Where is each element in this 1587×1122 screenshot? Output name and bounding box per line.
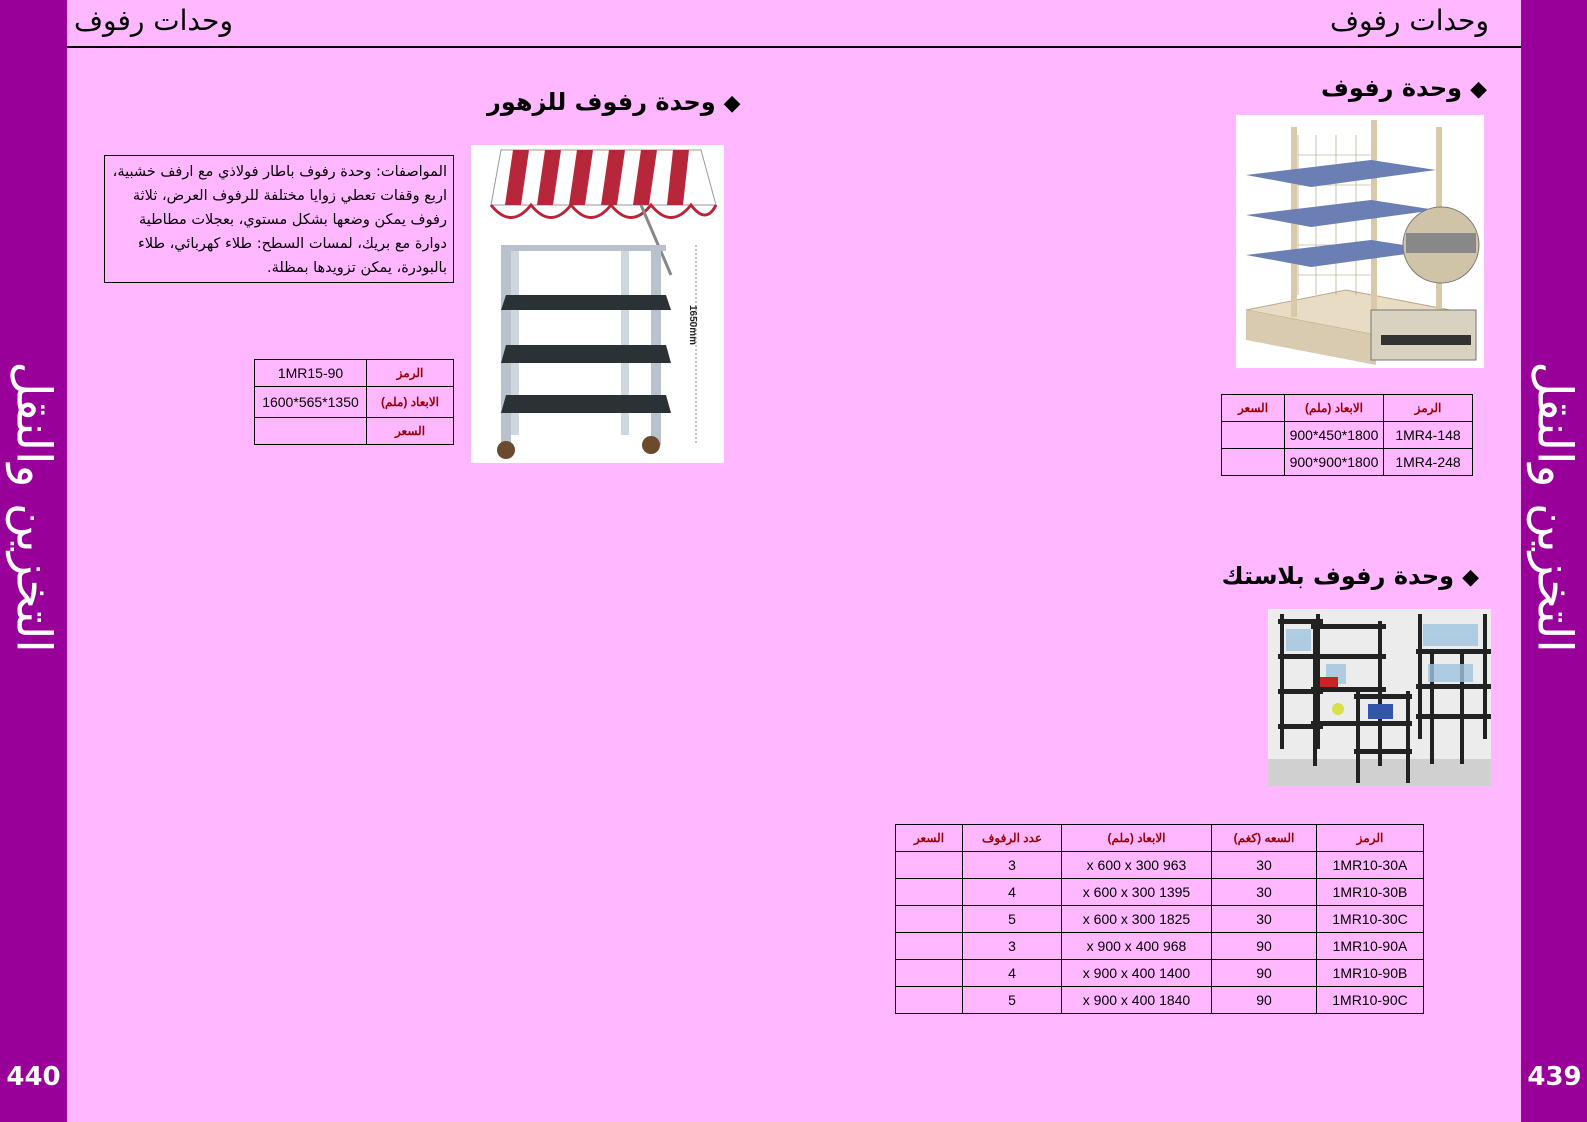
table-cell: 1840 x 900 x 400 <box>1062 987 1212 1014</box>
table-header-cell: الرمز <box>367 360 454 387</box>
shelving-unit-photo <box>1236 115 1484 368</box>
table-header-row <box>896 825 1424 852</box>
table-cell <box>255 418 367 445</box>
table-cell <box>896 852 963 879</box>
page-header-title-right: وحدات رفوف <box>1330 4 1489 37</box>
table-cell: 90 <box>1212 933 1317 960</box>
table-header-cell: الرمز <box>1317 825 1424 852</box>
table-cell: 1400 x 900 x 400 <box>1062 960 1212 987</box>
table-cell: 3 <box>963 933 1062 960</box>
table-cell: 5 <box>963 906 1062 933</box>
table-header-cell: السعه (كغم) <box>1212 825 1317 852</box>
table-header-cell: الابعاد (ملم) <box>1285 395 1384 422</box>
table-cell: 4 <box>963 879 1062 906</box>
table-row <box>896 933 1424 960</box>
table-cell <box>896 987 963 1014</box>
right-sidebar <box>1521 0 1587 1122</box>
table-cell: 90 <box>1212 960 1317 987</box>
diamond-icon: ◆ <box>1470 77 1487 102</box>
table-cell: 1MR4-248 <box>1384 449 1473 476</box>
plastic-shelving-photo <box>1268 609 1491 786</box>
table-row <box>1222 449 1473 476</box>
table-cell: 1MR10-90C <box>1317 987 1424 1014</box>
left-sidebar <box>0 0 67 1122</box>
table-row <box>1222 422 1473 449</box>
table-row <box>255 360 454 387</box>
page-number-right: 439 <box>1527 1062 1582 1092</box>
table-cell: 1395 x 600 x 300 <box>1062 879 1212 906</box>
table-cell: 1MR15-90 <box>255 360 367 387</box>
flower-shelving-specs: المواصفات: وحدة رفوف باطار فولاذي مع ارفف خشبية، اربع وقفات تعطي زوايا مختلفة للرفوف العرض، ثلاثة رفوف يمكن وضعها بشكل مستوي، بعجلات مطاطية دوارة مع بريك، لمسات السطح: طلاء كهربائي، طلاء بالبودرة، يمكن تزويدها بمظلة. <box>104 155 454 283</box>
table-row <box>896 879 1424 906</box>
table-cell: 1MR10-30B <box>1317 879 1424 906</box>
table-cell: 30 <box>1212 879 1317 906</box>
table-cell <box>896 879 963 906</box>
table-header-cell: الابعاد (ملم) <box>1062 825 1212 852</box>
table-cell: 1MR4-148 <box>1384 422 1473 449</box>
table-header-cell: السعر <box>367 418 454 445</box>
table-cell <box>896 906 963 933</box>
diamond-icon: ◆ <box>723 91 741 116</box>
table-row <box>255 387 454 418</box>
flower-shelving-table <box>254 359 454 445</box>
table-cell: 1MR10-30A <box>1317 852 1424 879</box>
shelving-unit-table <box>1221 394 1473 476</box>
table-cell: 1MR10-30C <box>1317 906 1424 933</box>
table-header-cell: عدد الرفوف <box>963 825 1062 852</box>
flower-shelving-photo <box>471 145 724 463</box>
table-cell <box>896 960 963 987</box>
table-row <box>896 960 1424 987</box>
header-rule <box>67 46 1521 48</box>
table-header-cell: السعر <box>1222 395 1285 422</box>
section-title-flower-shelving: ◆وحدة رفوف للزهور <box>487 88 741 116</box>
table-cell: 4 <box>963 960 1062 987</box>
table-header-row <box>1222 395 1473 422</box>
table-cell: 30 <box>1212 852 1317 879</box>
table-cell <box>896 933 963 960</box>
dimension-label: 1650mm <box>687 305 698 346</box>
plastic-shelving-table <box>895 824 1424 1014</box>
table-row <box>896 852 1424 879</box>
table-cell: 3 <box>963 852 1062 879</box>
table-cell: 1MR10-90B <box>1317 960 1424 987</box>
table-header-cell: السعر <box>896 825 963 852</box>
table-header-cell: الابعاد (ملم) <box>367 387 454 418</box>
section-title-plastic-shelving: ◆وحدة رفوف بلاستك <box>1221 562 1479 590</box>
sidebar-title-right: التخزين والنقل <box>1526 361 1583 653</box>
table-cell: 1MR10-90A <box>1317 933 1424 960</box>
table-header-cell: الرمز <box>1384 395 1473 422</box>
table-cell: 1825 x 600 x 300 <box>1062 906 1212 933</box>
table-row <box>896 906 1424 933</box>
sidebar-title-left: التخزين والنقل <box>5 361 62 653</box>
table-cell: 1800*450*900 <box>1285 422 1384 449</box>
table-cell <box>1222 422 1285 449</box>
table-row <box>896 987 1424 1014</box>
table-cell: 1350*565*1600 <box>255 387 367 418</box>
table-cell: 5 <box>963 987 1062 1014</box>
table-cell <box>1222 449 1285 476</box>
page-header-title-left: وحدات رفوف <box>74 4 233 37</box>
table-cell: 30 <box>1212 906 1317 933</box>
section-title-shelving-unit: ◆وحدة رفوف <box>1321 74 1487 102</box>
diamond-icon: ◆ <box>1462 565 1479 590</box>
table-cell: 1800*900*900 <box>1285 449 1384 476</box>
table-row <box>255 418 454 445</box>
page-number-left: 440 <box>6 1062 61 1092</box>
table-cell: 963 x 600 x 300 <box>1062 852 1212 879</box>
table-cell: 968 x 900 x 400 <box>1062 933 1212 960</box>
table-cell: 90 <box>1212 987 1317 1014</box>
